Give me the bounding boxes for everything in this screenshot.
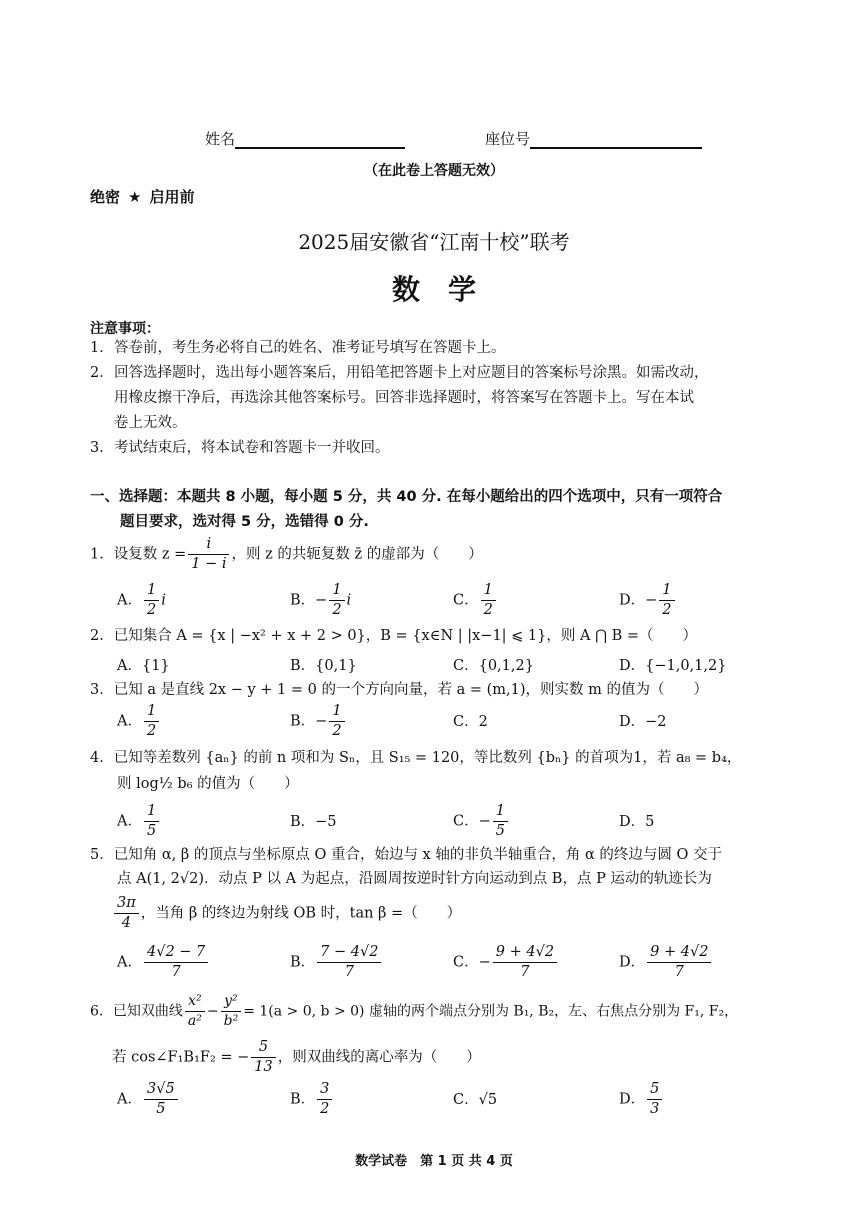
option-label: B．: [290, 954, 316, 971]
option-label: A．: [117, 713, 142, 730]
question-4: [90, 746, 790, 770]
fraction-numerator: 4√2 − 7: [144, 943, 208, 963]
question-text: 已知等差数列 {aₙ} 的前 n 项和为 Sₙ，且 S₁₅ = 120，等比数列 {bₙ} 的首项为1，若 a₈ = b₄，: [113, 750, 742, 766]
question-4-cont: 则 log½ b₆ 的值为（ ）: [117, 776, 299, 792]
fraction-numerator: 7 − 4√2: [317, 943, 381, 963]
fraction: [144, 702, 159, 741]
fraction: [114, 894, 139, 933]
option-label: A．: [117, 813, 142, 830]
option-label: C．: [453, 592, 479, 609]
question-text: ，当角 β 的终边为射线 OB 时，tan β =（ ）: [140, 905, 462, 922]
option-a: [117, 581, 166, 620]
fraction-denominator: 3: [650, 1101, 660, 1117]
subject-title: 数学: [391, 273, 504, 306]
seat-blank-line: [530, 131, 702, 149]
option-b: [290, 702, 347, 741]
notice-num: 1．: [90, 340, 114, 356]
fraction: [144, 943, 208, 982]
fraction-denominator: 2: [146, 723, 157, 739]
option-b: [290, 581, 351, 620]
question-text: 已知集合 A = {x | −x² + x + 2 > 0}，B = {x∈N | |x−1| ⩽ 1}，则 A ⋂ B =（ ）: [113, 628, 697, 644]
option-c: C．√5: [453, 1092, 498, 1108]
question-1: [90, 535, 790, 574]
fraction-denominator: 2: [332, 602, 342, 618]
question-num: 4．: [90, 750, 114, 766]
option-a: A．{1}: [117, 658, 170, 674]
fraction: [493, 943, 557, 982]
fraction-numerator: i: [188, 535, 229, 555]
fraction-denominator: 7: [171, 964, 181, 980]
option-d: D．{−1,0,1,2}: [619, 658, 727, 674]
secret-left: 绝密: [90, 188, 121, 206]
fraction: [329, 702, 344, 741]
fraction-denominator: b²: [223, 1013, 239, 1029]
option-d: [619, 581, 677, 620]
fraction-denominator: 5: [156, 1101, 166, 1117]
section-heading-line: 题目要求，选对得 5 分，选错得 0 分.: [120, 514, 369, 530]
fraction-numerator: 3: [317, 1080, 332, 1100]
question-num: 1．: [90, 546, 114, 563]
fraction: [144, 581, 159, 620]
option-c: [453, 581, 498, 620]
option-label: D．: [619, 1091, 646, 1108]
fraction: [185, 992, 205, 1031]
option-label: D．: [619, 954, 646, 971]
question-num: 3．: [90, 682, 114, 698]
fraction-numerator: 1: [481, 581, 496, 601]
name-field-row: [205, 128, 405, 149]
option-c: [453, 943, 559, 982]
fraction-denominator: 1 − i: [191, 556, 227, 572]
fraction: [329, 581, 344, 620]
fraction-denominator: 2: [320, 1101, 330, 1117]
notice-item: [90, 436, 780, 461]
fraction: [647, 1080, 662, 1119]
exam-title: 2025届安徽省“江南十校”联考: [298, 230, 570, 254]
fraction-numerator: 9 + 4√2: [647, 943, 711, 963]
option-b: [290, 1080, 334, 1119]
invalid-note: （在此卷上答题无效）: [364, 163, 504, 179]
question-text: −: [206, 1003, 219, 1020]
fraction-numerator: 3π: [114, 894, 139, 914]
option-suffix: i: [161, 592, 166, 609]
fraction-denominator: 7: [520, 964, 530, 980]
secret-right: 启用前: [149, 188, 195, 206]
option-a: [117, 1080, 180, 1119]
fraction-denominator: 2: [483, 602, 493, 618]
option-b: B．−5: [290, 814, 337, 830]
secret-label: [90, 186, 194, 207]
question-text: = 1(a > 0, b > 0) 虚轴的两个端点分别为 B₁, B₂，左、右焦点分别为 F₁, F₂，: [243, 1003, 739, 1020]
notice-num: 2．: [90, 365, 114, 381]
question-2: [90, 624, 790, 648]
fraction-numerator: y²: [221, 992, 242, 1012]
fraction: [659, 581, 674, 620]
fraction-denominator: a²: [187, 1013, 202, 1029]
name-blank-line: [235, 131, 405, 149]
notice-text: 考试结束后，将本试卷和答题卡一并收回。: [114, 440, 390, 456]
fraction-denominator: 2: [146, 602, 157, 618]
fraction-numerator: 1: [493, 802, 508, 822]
question-5: [90, 843, 790, 867]
option-label: D．: [619, 592, 646, 609]
question-3: [90, 678, 790, 702]
section-heading-line: 一、选择题：本题共 8 小题，每小题 5 分，共 40 分. 在每小题给出的四个选项中，只有一项符合: [90, 489, 723, 505]
notice-item: [90, 361, 780, 436]
fraction-numerator: 1: [329, 702, 344, 722]
question-text: 已知角 α, β 的顶点与坐标原点 O 重合，始边与 x 轴的非负半轴重合，角 α 的终边与圆 O 交于: [113, 847, 722, 863]
question-text: 设复数 z =: [113, 546, 187, 563]
fraction: [647, 943, 711, 982]
question-num: 5．: [90, 847, 114, 863]
fraction-numerator: 1: [659, 581, 674, 601]
option-label: B．: [290, 713, 316, 730]
fraction: [481, 581, 496, 620]
question-6-cont: [112, 1038, 812, 1077]
notice-text: 卷上无效。: [114, 415, 187, 431]
fraction-numerator: 5: [251, 1038, 275, 1058]
option-label: B．: [290, 592, 316, 609]
fraction-denominator: 4: [121, 915, 131, 931]
option-d: [619, 1080, 664, 1119]
option-sign: −: [645, 592, 658, 609]
fraction-denominator: 2: [332, 723, 342, 739]
question-num: 2．: [90, 628, 114, 644]
fraction-numerator: 1: [329, 581, 344, 601]
option-a: [117, 943, 210, 982]
fraction: [493, 802, 508, 841]
option-suffix: i: [346, 592, 352, 609]
option-label: B．: [290, 1091, 316, 1108]
notice-text: 用橡皮擦干净后，再选涂其他答案标号。回答非选择题时，将答案写在答题卡上。写在本试: [114, 390, 694, 406]
option-label: A．: [117, 954, 142, 971]
fraction: [188, 535, 229, 574]
fraction-numerator: 9 + 4√2: [493, 943, 557, 963]
section-heading: [90, 485, 785, 535]
question-text: 已知双曲线: [112, 1003, 183, 1020]
notice-item: [90, 336, 780, 361]
fraction-denominator: 7: [674, 964, 684, 980]
option-sign: −: [315, 713, 328, 730]
page-footer: 数学试卷 第 1 页 共 4 页: [355, 1154, 513, 1169]
question-text: ，则双曲线的离心率为（ ）: [277, 1049, 481, 1066]
fraction-numerator: 3√5: [144, 1080, 178, 1100]
option-a: [117, 702, 161, 741]
option-label: A．: [117, 592, 142, 609]
notice-num: 3．: [90, 440, 114, 456]
fraction-numerator: x²: [185, 992, 205, 1012]
option-d: D．−2: [619, 714, 667, 730]
option-label: C．: [453, 813, 479, 830]
question-text: 若 cos∠F₁B₁F₂ = −: [112, 1049, 250, 1066]
fraction: [144, 1080, 178, 1119]
question-5-cont: 点 A(1, 2√2)．动点 P 以 A 为起点，沿圆周按逆时针方向运动到点 B，点 P 运动的轨迹长为: [117, 871, 712, 887]
seat-field-row: [485, 128, 702, 149]
option-b: B．{0,1}: [290, 658, 357, 674]
option-a: [117, 802, 161, 841]
option-d: [619, 943, 713, 982]
fraction-numerator: 1: [144, 581, 159, 601]
fraction: [144, 802, 159, 841]
fraction-denominator: 7: [344, 964, 354, 980]
notice-text: 答卷前，考生务必将自己的姓名、准考证号填写在答题卡上。: [114, 340, 506, 356]
fraction-denominator: 2: [662, 602, 672, 618]
seat-label: 座位号: [485, 130, 531, 148]
option-b: [290, 943, 383, 982]
fraction: [251, 1038, 275, 1077]
fraction-denominator: 5: [495, 823, 505, 839]
option-label: C．: [453, 954, 479, 971]
option-label: A．: [117, 1091, 142, 1108]
fraction: [317, 1080, 332, 1119]
fraction-numerator: 1: [144, 802, 159, 822]
option-c: C．2: [453, 714, 488, 730]
option-c: C．{0,1,2}: [453, 658, 534, 674]
fraction: [317, 943, 381, 982]
option-sign: −: [478, 954, 491, 971]
question-6: [90, 992, 790, 1031]
fraction: [221, 992, 242, 1031]
fraction-numerator: 1: [144, 702, 159, 722]
option-c: [453, 802, 510, 841]
notice-text: 回答选择题时，选出每小题答案后，用铅笔把答题卡上对应题目的答案标号涂黑。如需改动，: [114, 365, 709, 381]
fraction-denominator: 13: [254, 1059, 273, 1075]
notice-title: 注意事项：: [90, 321, 160, 337]
question-num: 6．: [90, 1003, 113, 1020]
question-5-cont: [112, 894, 812, 933]
name-label: 姓名: [205, 130, 236, 148]
option-sign: −: [315, 592, 328, 609]
question-text: 已知 a 是直线 2x − y + 1 = 0 的一个方向向量，若 a = (m,1)，则实数 m 的值为（ ）: [113, 682, 708, 698]
fraction-numerator: 5: [647, 1080, 662, 1100]
option-sign: −: [478, 813, 491, 830]
option-d: D．5: [619, 814, 655, 830]
star-icon: ★: [128, 188, 142, 206]
fraction-denominator: 5: [146, 823, 157, 839]
question-text: ，则 z 的共轭复数 z̄ 的虚部为（ ）: [231, 546, 483, 563]
